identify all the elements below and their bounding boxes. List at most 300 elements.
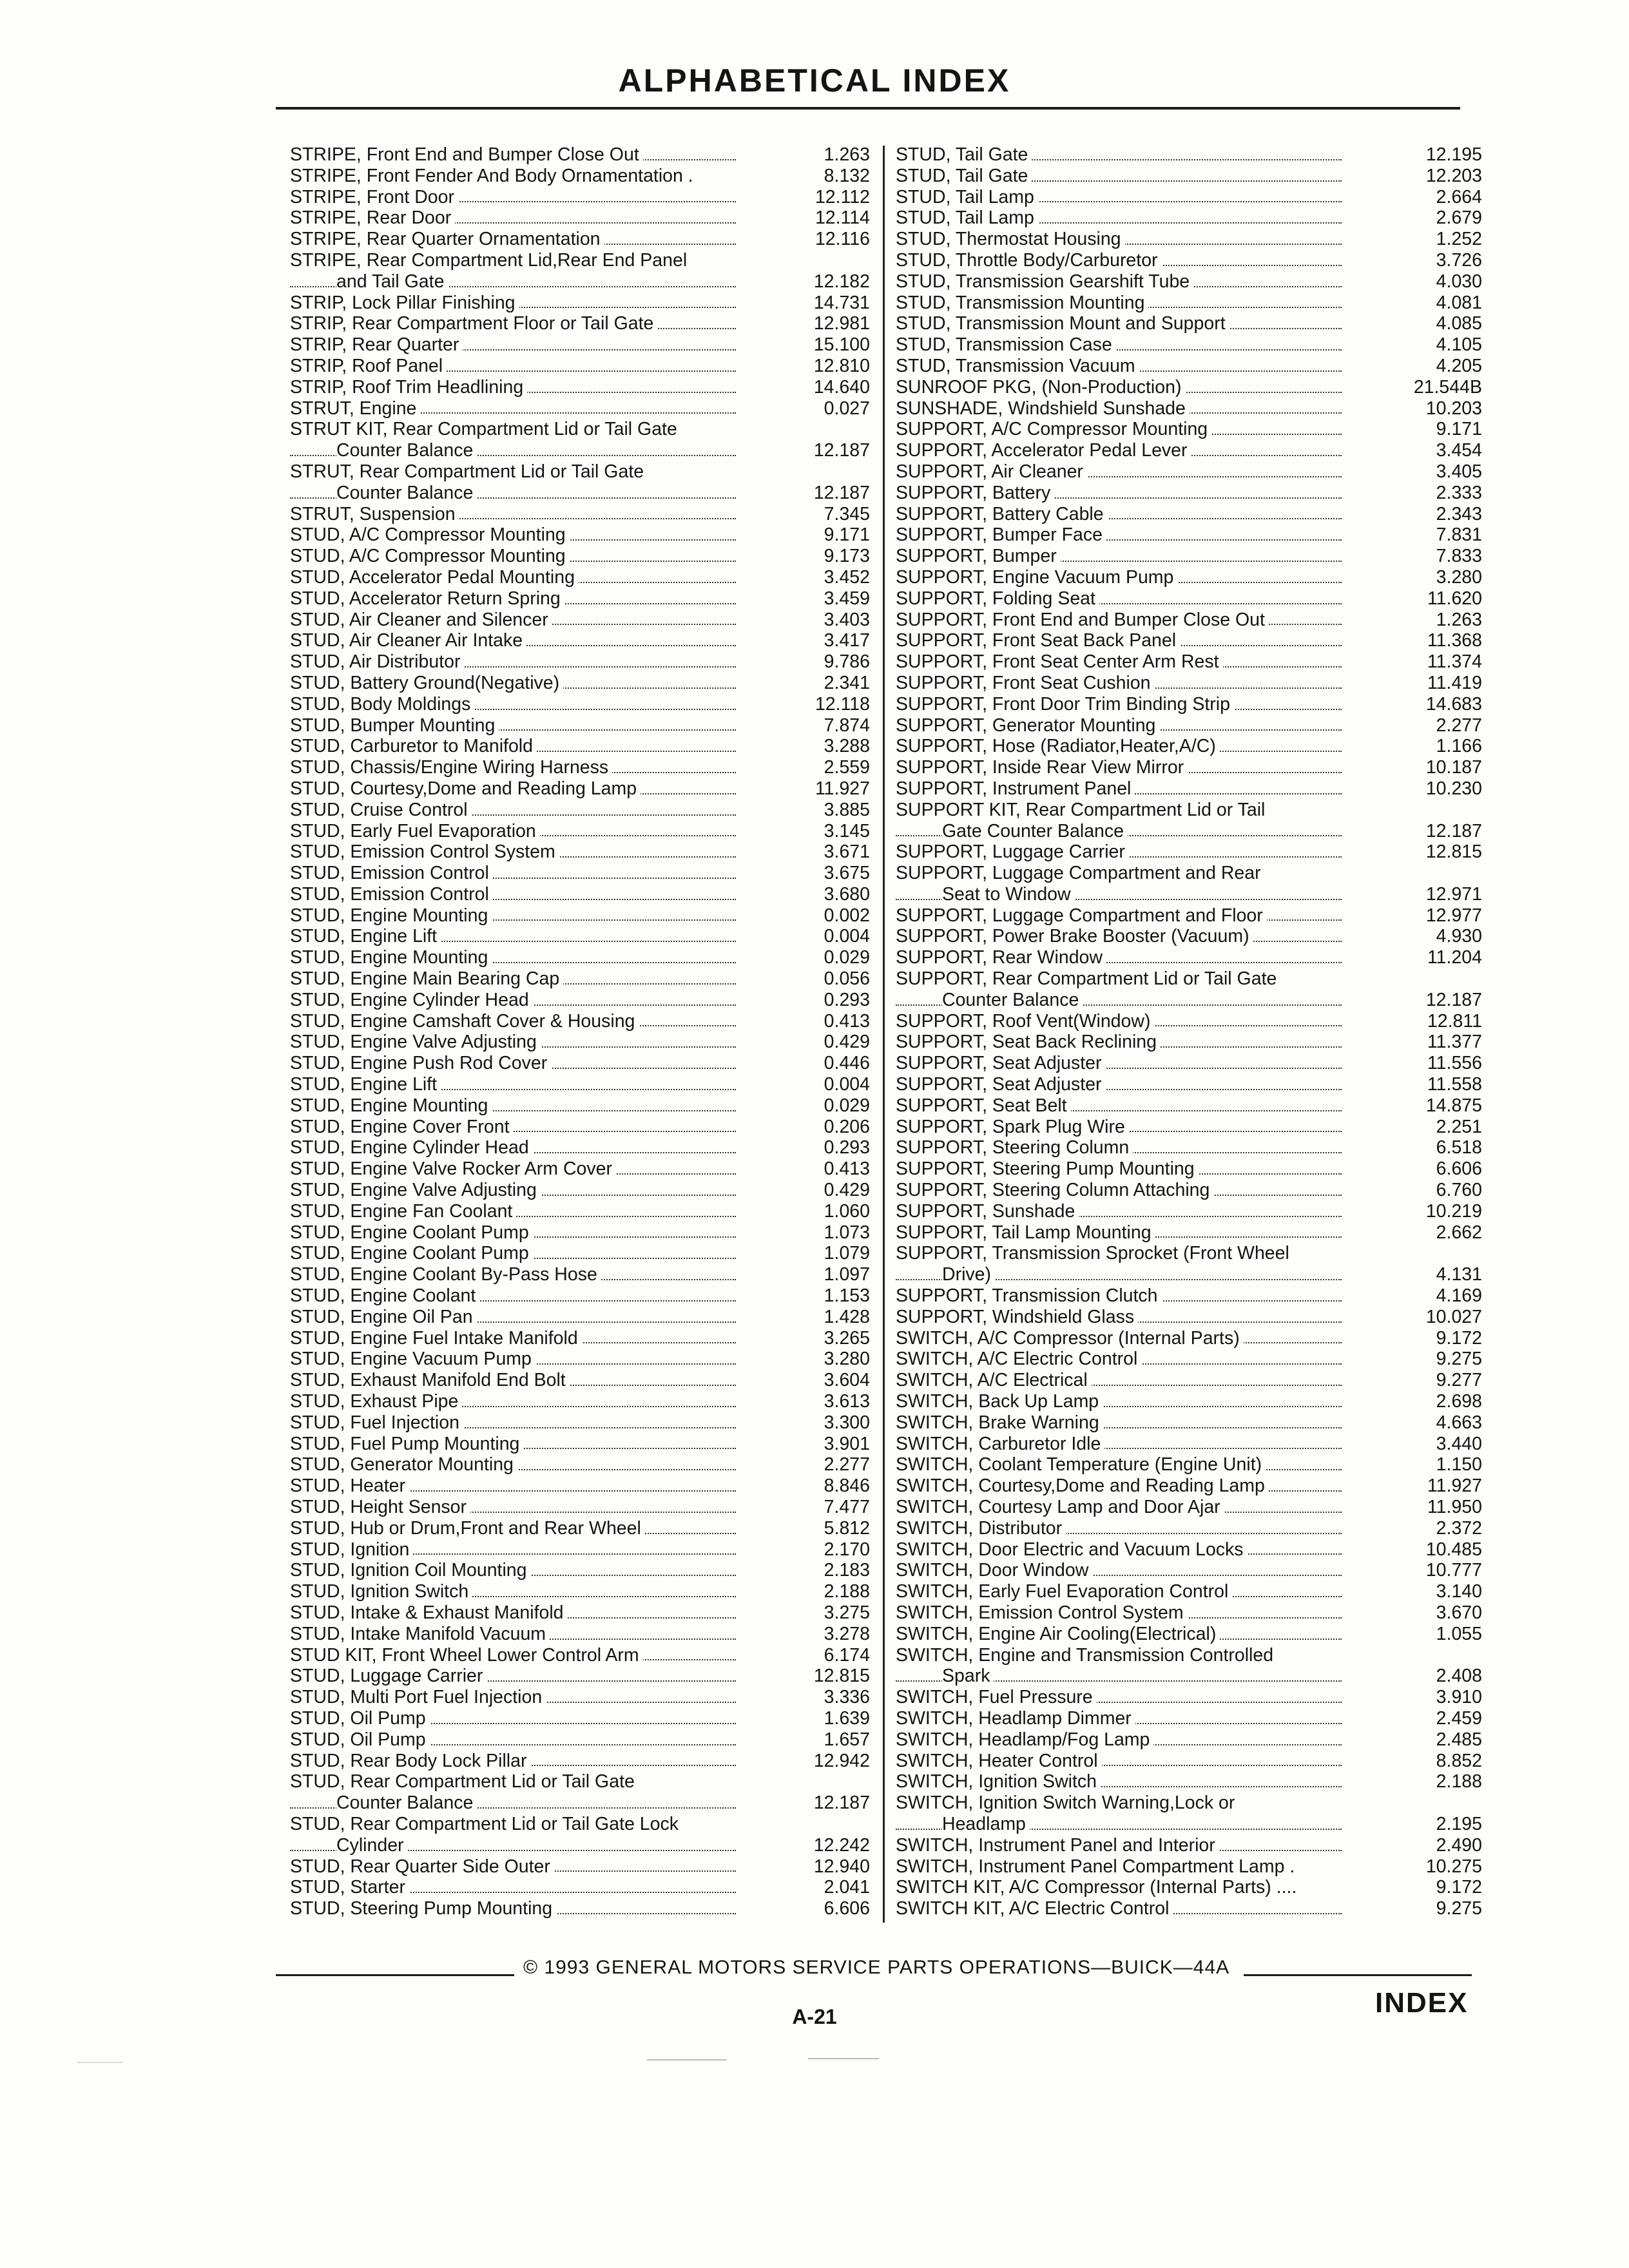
- index-entry: [290, 1602, 870, 1624]
- entry-name: [896, 1412, 1353, 1434]
- entry-page-ref: 12.203: [1425, 165, 1482, 186]
- entry-name: [290, 1687, 747, 1708]
- index-entry: [290, 504, 870, 525]
- index-entry: [896, 630, 1482, 651]
- entry-name-text: STUD, Tail Lamp: [896, 187, 1038, 207]
- index-entry: [896, 1285, 1482, 1307]
- entry-name-text: STUD, Bumper Mounting: [290, 715, 499, 736]
- entry-name-text: SWITCH, A/C Compressor (Internal Parts): [896, 1328, 1244, 1349]
- index-entry: [896, 841, 1482, 863]
- entry-name-text: STUD, Air Cleaner Air Intake: [290, 630, 526, 651]
- entry-name: [896, 1877, 1353, 1898]
- entry-name: [290, 673, 747, 694]
- index-entry: [896, 1074, 1482, 1095]
- index-entry: [896, 1898, 1482, 1919]
- index-entry: [896, 736, 1482, 757]
- entry-name: [896, 1222, 1353, 1244]
- entry-name: [896, 567, 1353, 588]
- entry-name: [290, 1201, 747, 1222]
- index-entry: [290, 293, 870, 314]
- entry-name-text: SWITCH, A/C Electrical: [896, 1370, 1092, 1390]
- entry-name-text: STUD, Multi Port Fuel Injection: [290, 1687, 546, 1707]
- index-entry: [896, 1475, 1482, 1497]
- entry-name-text: STUD, Transmission Vacuum: [896, 356, 1139, 376]
- entry-name-text: SUPPORT, Front Door Trim Binding Strip: [896, 694, 1234, 715]
- index-entry: [896, 271, 1482, 293]
- entry-name-text: STUD, Intake Manifold Vacuum: [290, 1624, 550, 1644]
- entry-name-text: SUPPORT, Inside Rear View Mirror: [896, 757, 1188, 778]
- index-entry: [290, 1053, 870, 1074]
- entry-name-text: STUD, Transmission Gearshift Tube: [896, 271, 1193, 292]
- entry-name-text: STUD, Engine Coolant By-Pass Hose: [290, 1264, 601, 1285]
- entry-name: [896, 651, 1353, 673]
- entry-name: [896, 1581, 1353, 1602]
- entry-name: [290, 630, 747, 651]
- entry-name: [290, 715, 747, 736]
- entry-name-text: SUPPORT, Bumper Face: [896, 524, 1106, 545]
- entry-page-ref: 0.056: [824, 968, 870, 990]
- index-entry: [290, 694, 870, 715]
- index-entry: [896, 1032, 1482, 1053]
- index-entry: [290, 1222, 870, 1244]
- entry-name-text: STUD KIT, Front Wheel Lower Control Arm: [290, 1645, 643, 1666]
- entry-name: [896, 1708, 1353, 1729]
- entry-name-text: STUD, Emission Control System: [290, 841, 559, 862]
- entry-name: [896, 863, 1353, 884]
- entry-name: [896, 1624, 1353, 1645]
- entry-page-ref: 10.777: [1425, 1560, 1482, 1581]
- entry-name-text: Headlamp: [942, 1814, 1030, 1834]
- entry-name-text: SUPPORT, Luggage Compartment and Rear: [896, 863, 1265, 883]
- index-entry: [896, 757, 1482, 778]
- entry-name-text: STUD, Ignition Switch: [290, 1581, 472, 1602]
- entry-name: [290, 1729, 747, 1751]
- index-entry: [290, 398, 870, 419]
- entry-name: [896, 1095, 1353, 1117]
- entry-name-text: STRIP, Roof Trim Headlining: [290, 377, 527, 398]
- entry-name: [896, 1602, 1353, 1624]
- entry-page-ref: 3.275: [824, 1602, 870, 1623]
- entry-page-ref: 10.230: [1425, 778, 1482, 799]
- entry-name-text: STUD, Oil Pump: [290, 1708, 430, 1729]
- entry-page-ref: 3.613: [824, 1391, 870, 1412]
- entry-name: [896, 419, 1353, 440]
- entry-name-text: SUPPORT, Seat Back Reclining: [896, 1032, 1161, 1052]
- index-entry: [896, 166, 1482, 187]
- index-entry: [896, 1454, 1482, 1475]
- entry-page-ref: 11.419: [1427, 672, 1482, 693]
- entry-name-text: SWITCH, Headlamp/Fog Lamp: [896, 1729, 1153, 1750]
- entry-page-ref: 12.815: [813, 1666, 870, 1687]
- entry-name-text: SUPPORT, Seat Adjuster: [896, 1053, 1105, 1073]
- entry-page-ref: 4.085: [1436, 313, 1482, 334]
- index-entry: [896, 1835, 1482, 1856]
- entry-page-ref: 12.187: [813, 482, 870, 503]
- entry-page-ref: 14.731: [813, 292, 870, 313]
- index-entry: [290, 821, 870, 842]
- entry-page-ref: 12.942: [813, 1750, 870, 1771]
- entry-name-text: STUD, Air Cleaner and Silencer: [290, 610, 552, 630]
- entry-page-ref: 3.459: [824, 588, 870, 609]
- index-entry: [290, 1243, 870, 1264]
- entry-page-ref: 1.263: [1436, 609, 1482, 630]
- entry-page-ref: 5.812: [824, 1517, 870, 1539]
- entry-name-text: STUD, Battery Ground(Negative): [290, 673, 563, 693]
- index-entry: [290, 800, 870, 821]
- entry-name-text: SUPPORT, Front Seat Cushion: [896, 673, 1154, 693]
- index-entry: [896, 1370, 1482, 1391]
- entry-name-text: SWITCH, Brake Warning: [896, 1412, 1103, 1433]
- entry-name: [896, 144, 1353, 166]
- index-entry: [896, 1158, 1482, 1180]
- index-entry: [290, 1264, 870, 1285]
- entry-name-text: STUD, Ignition: [290, 1539, 413, 1560]
- entry-name: [896, 1264, 1353, 1285]
- entry-name-text: SWITCH KIT, A/C Compressor (Internal Parts) ....: [896, 1877, 1300, 1898]
- entry-name: [896, 736, 1353, 757]
- entry-page-ref: 3.280: [1436, 566, 1482, 588]
- index-entry: [290, 884, 870, 905]
- entry-page-ref: 11.927: [815, 778, 870, 799]
- entry-name: [896, 1032, 1353, 1053]
- entry-name: [896, 1137, 1353, 1158]
- entry-name: [290, 440, 747, 461]
- entry-name-text: STRUT, Engine: [290, 398, 420, 419]
- entry-name-text: STUD, Engine Cylinder Head: [290, 990, 533, 1010]
- index-entry: [290, 144, 870, 166]
- index-entry: [290, 207, 870, 229]
- entry-page-ref: 0.413: [824, 1010, 870, 1032]
- index-entry: [896, 187, 1482, 208]
- entry-name-text: STUD, Engine Fan Coolant: [290, 1201, 516, 1222]
- entry-page-ref: 7.477: [824, 1497, 870, 1517]
- entry-name-text: STUD, Engine Camshaft Cover & Housing: [290, 1011, 639, 1032]
- entry-name-text: STUD, Engine Lift: [290, 1074, 441, 1095]
- entry-name-text: STUD, Tail Gate: [896, 144, 1032, 165]
- entry-name: [290, 694, 747, 715]
- index-entry: [896, 1539, 1482, 1561]
- entry-page-ref: 12.187: [1425, 989, 1482, 1010]
- index-entry: [896, 610, 1482, 631]
- index-entry: [896, 504, 1482, 525]
- entry-page-ref: 10.219: [1425, 1200, 1482, 1222]
- index-entry: [896, 1645, 1482, 1666]
- entry-page-ref: 6.606: [824, 1898, 870, 1919]
- entry-name-text: STUD, Oil Pump: [290, 1729, 430, 1750]
- entry-name-text: STUD, Engine Valve Rocker Arm Cover: [290, 1158, 616, 1179]
- entry-name-text: STUD, Rear Quarter Side Outer: [290, 1856, 554, 1877]
- entry-page-ref: 3.670: [1436, 1602, 1482, 1623]
- entry-page-ref: 2.341: [824, 672, 870, 693]
- entry-name-text: STUD, Generator Mounting: [290, 1454, 517, 1475]
- index-entry: [290, 1751, 870, 1772]
- entry-name-text: SUPPORT, Rear Compartment Lid or Tail Gate: [896, 968, 1280, 989]
- index-entry: [896, 398, 1482, 419]
- index-entry: [290, 1349, 870, 1370]
- entry-page-ref: 6.760: [1436, 1180, 1482, 1201]
- entry-page-ref: 3.671: [824, 841, 870, 863]
- entry-page-ref: 2.195: [1436, 1813, 1482, 1834]
- entry-page-ref: 3.910: [1436, 1687, 1482, 1708]
- entry-page-ref: 14.640: [813, 376, 870, 398]
- entry-name: [896, 990, 1353, 1011]
- entry-page-ref: 7.833: [1436, 546, 1482, 567]
- entry-page-ref: 1.079: [824, 1243, 870, 1264]
- entry-name: [896, 1751, 1353, 1772]
- entry-name: [896, 1053, 1353, 1074]
- entry-name: [290, 1117, 747, 1138]
- entry-name-text: SWITCH KIT, A/C Electric Control: [896, 1898, 1173, 1919]
- entry-name: [896, 1792, 1353, 1814]
- entry-name: [896, 461, 1353, 483]
- entry-name: [896, 166, 1353, 187]
- entry-name-text: STUD, Engine Lift: [290, 926, 441, 947]
- entry-name-text: STRIPE, Front End and Bumper Close Out: [290, 144, 643, 165]
- entry-page-ref: 0.004: [824, 1074, 870, 1095]
- index-entry: [290, 1624, 870, 1645]
- entry-page-ref: 1.263: [824, 144, 870, 165]
- index-entry: [290, 440, 870, 461]
- entry-name-text: STUD, Engine Mounting: [290, 1095, 492, 1116]
- entry-name: [290, 1434, 747, 1455]
- entry-name: [896, 1475, 1353, 1497]
- entry-name-text: Cylinder: [336, 1835, 408, 1856]
- entry-name-text: SUPPORT, Steering Column: [896, 1137, 1133, 1158]
- index-entry: [290, 757, 870, 778]
- index-entry: [290, 926, 870, 947]
- entry-name: [896, 1771, 1353, 1792]
- entry-name-text: STUD, Rear Body Lock Pillar: [290, 1751, 530, 1771]
- index-entry: [896, 1708, 1482, 1729]
- entry-name: [290, 778, 747, 800]
- entry-name-text: SWITCH, Fuel Pressure: [896, 1687, 1097, 1707]
- entry-name-text: STUD, Ignition Coil Mounting: [290, 1560, 531, 1581]
- index-entry: [290, 1158, 870, 1180]
- entry-name-text: SWITCH, Ignition Switch Warning,Lock or: [896, 1792, 1239, 1813]
- entry-name: [290, 588, 747, 610]
- index-entry: [290, 1454, 870, 1475]
- entry-name: [896, 250, 1353, 271]
- index-entry: [290, 1032, 870, 1053]
- entry-name-text: STRUT KIT, Rear Compartment Lid or Tail Gate: [290, 419, 681, 439]
- entry-name: [896, 1391, 1353, 1412]
- entry-name: [290, 1349, 747, 1370]
- entry-name-text: SUPPORT, Roof Vent(Window): [896, 1011, 1154, 1032]
- entry-name: [290, 926, 747, 947]
- index-entry: [290, 778, 870, 800]
- entry-name-text: SUPPORT, Tail Lamp Mounting: [896, 1222, 1155, 1243]
- entry-name-text: SUPPORT, Folding Seat: [896, 588, 1099, 609]
- index-column-right: [896, 144, 1482, 1919]
- index-entry: [896, 1751, 1482, 1772]
- entry-page-ref: 3.403: [824, 609, 870, 630]
- index-entry: [896, 229, 1482, 250]
- entry-name: [896, 313, 1353, 334]
- entry-name: [896, 1814, 1353, 1835]
- entry-page-ref: 10.027: [1425, 1306, 1482, 1327]
- entry-name: [290, 1285, 747, 1307]
- index-entry: [290, 1475, 870, 1497]
- index-entry: [896, 947, 1482, 968]
- entry-page-ref: 7.874: [824, 715, 870, 736]
- entry-name: [896, 1687, 1353, 1708]
- entry-page-ref: 3.454: [1436, 440, 1482, 461]
- entry-name: [290, 651, 747, 673]
- index-entry: [896, 1391, 1482, 1412]
- entry-name: [290, 1328, 747, 1349]
- entry-page-ref: 8.132: [824, 165, 870, 186]
- entry-name-text: STUD, Air Distributor: [290, 651, 464, 672]
- index-entry: [896, 863, 1482, 884]
- entry-name-text: Counter Balance: [942, 990, 1083, 1010]
- entry-name-text: STUD, Tail Lamp: [896, 207, 1038, 228]
- index-entry: [290, 1518, 870, 1539]
- entry-name: [290, 1539, 747, 1561]
- index-entry: [290, 1497, 870, 1518]
- entry-name-text: Seat to Window: [942, 884, 1075, 905]
- entry-name-text: SWITCH, Courtesy,Dome and Reading Lamp: [896, 1475, 1269, 1496]
- index-entry: [290, 1137, 870, 1158]
- entry-name: [290, 1751, 747, 1772]
- index-entry: [896, 1814, 1482, 1835]
- entry-name-text: STUD, Engine Coolant Pump: [290, 1222, 533, 1243]
- section-label: INDEX: [1375, 1987, 1469, 2019]
- entry-name-text: STUD, Height Sensor: [290, 1497, 470, 1517]
- entry-name: [290, 1370, 747, 1391]
- entry-name: [290, 166, 747, 187]
- index-entry: [896, 1349, 1482, 1370]
- index-entry: [896, 651, 1482, 673]
- index-entry: [896, 1434, 1482, 1455]
- entry-name-text: SUPPORT, Front Seat Back Panel: [896, 630, 1180, 651]
- entry-name: [290, 800, 747, 821]
- entry-page-ref: 21.544B: [1413, 376, 1482, 398]
- entry-name: [290, 250, 747, 271]
- entry-page-ref: 8.852: [1436, 1750, 1482, 1771]
- entry-page-ref: 2.251: [1436, 1116, 1482, 1137]
- index-entry: [290, 166, 870, 187]
- entry-page-ref: 2.485: [1436, 1729, 1482, 1750]
- entry-name-text: SUPPORT KIT, Rear Compartment Lid or Tail: [896, 800, 1269, 820]
- entry-page-ref: 2.408: [1436, 1666, 1482, 1687]
- entry-name-text: SUPPORT, Battery Cable: [896, 504, 1108, 524]
- entry-page-ref: 14.683: [1425, 693, 1482, 715]
- index-entry: [290, 1412, 870, 1434]
- entry-name: [896, 271, 1353, 293]
- entry-name: [896, 334, 1353, 356]
- entry-name: [290, 757, 747, 778]
- entry-page-ref: 3.140: [1436, 1581, 1482, 1602]
- entry-page-ref: 8.846: [824, 1475, 870, 1497]
- entry-page-ref: 3.288: [824, 736, 870, 757]
- index-entry: [290, 1856, 870, 1878]
- entry-name-text: SUPPORT, Transmission Sprocket (Front Wheel: [896, 1243, 1293, 1264]
- index-entry: [896, 1011, 1482, 1032]
- index-entry: [290, 1898, 870, 1919]
- entry-name-text: STUD, Engine Vacuum Pump: [290, 1349, 535, 1369]
- index-entry: [290, 1687, 870, 1708]
- entry-name: [896, 1560, 1353, 1581]
- entry-page-ref: 1.153: [824, 1285, 870, 1307]
- entry-name-text: SUPPORT, Hose (Radiator,Heater,A/C): [896, 736, 1220, 756]
- entry-page-ref: 15.100: [813, 334, 870, 356]
- entry-name: [896, 207, 1353, 229]
- entry-name: [896, 1729, 1353, 1751]
- entry-name: [896, 1011, 1353, 1032]
- entry-name: [290, 1602, 747, 1624]
- entry-page-ref: 1.150: [1436, 1454, 1482, 1475]
- entry-name-text: STUD, Chassis/Engine Wiring Harness: [290, 757, 612, 778]
- index-entry: [896, 1624, 1482, 1645]
- entry-name-text: SUPPORT, Air Cleaner: [896, 461, 1087, 482]
- index-entry: [896, 673, 1482, 694]
- index-entry: [290, 1877, 870, 1898]
- entry-page-ref: 2.459: [1436, 1707, 1482, 1729]
- entry-page-ref: 0.429: [824, 1032, 870, 1053]
- entry-name-text: SWITCH, Back Up Lamp: [896, 1391, 1103, 1412]
- entry-name-text: SUPPORT, Accelerator Pedal Lever: [896, 440, 1191, 461]
- entry-page-ref: 9.171: [1436, 419, 1482, 440]
- entry-page-ref: 3.280: [824, 1349, 870, 1370]
- entry-name: [290, 483, 747, 504]
- index-entry: [896, 694, 1482, 715]
- entry-name: [290, 1560, 747, 1581]
- entry-name: [290, 419, 747, 440]
- entry-name: [290, 567, 747, 588]
- entry-page-ref: 9.277: [1436, 1370, 1482, 1391]
- entry-name-text: Gate Counter Balance: [942, 821, 1128, 841]
- index-entry: [290, 334, 870, 356]
- index-entry: [290, 1180, 870, 1201]
- entry-name: [290, 356, 747, 377]
- entry-page-ref: 2.333: [1436, 482, 1482, 503]
- entry-page-ref: 3.265: [824, 1327, 870, 1349]
- entry-name-text: and Tail Gate: [336, 271, 448, 292]
- entry-name-text: STUD, Engine Coolant: [290, 1285, 479, 1306]
- index-entry: [896, 419, 1482, 440]
- entry-name: [896, 1349, 1353, 1370]
- index-entry: [290, 1011, 870, 1032]
- entry-name-text: STUD, Engine Cylinder Head: [290, 1137, 533, 1158]
- entry-name: [896, 800, 1353, 821]
- index-entry: [896, 990, 1482, 1011]
- index-entry: [290, 905, 870, 927]
- entry-page-ref: 2.490: [1436, 1834, 1482, 1856]
- entry-page-ref: 9.171: [824, 524, 870, 546]
- entry-name: [896, 1370, 1353, 1391]
- entry-page-ref: 3.145: [824, 820, 870, 841]
- entry-name: [290, 1877, 747, 1898]
- entry-name-text: STUD, Engine Valve Adjusting: [290, 1032, 541, 1052]
- entry-name-text: STRIPE, Rear Compartment Lid,Rear End Panel: [290, 250, 691, 271]
- entry-name: [290, 524, 747, 546]
- index-entry: [896, 1307, 1482, 1328]
- entry-page-ref: 12.977: [1425, 905, 1482, 926]
- entry-page-ref: 2.343: [1436, 503, 1482, 524]
- entry-page-ref: 11.374: [1427, 651, 1482, 673]
- entry-page-ref: 11.950: [1427, 1497, 1482, 1517]
- index-entry: [290, 1539, 870, 1561]
- entry-page-ref: 4.081: [1436, 292, 1482, 313]
- index-entry: [896, 1560, 1482, 1581]
- entry-name-text: Counter Balance: [336, 483, 477, 503]
- entry-name-text: STUD, Steering Pump Mounting: [290, 1898, 556, 1919]
- entry-name: [290, 229, 747, 250]
- footer-copyright: © 1993 GENERAL MOTORS SERVICE PARTS OPERATIONS—BUICK—44A: [523, 1957, 1230, 1978]
- entry-name-text: SWITCH, Door Window: [896, 1560, 1092, 1581]
- entry-name: [896, 1898, 1353, 1919]
- entry-page-ref: 2.277: [824, 1454, 870, 1475]
